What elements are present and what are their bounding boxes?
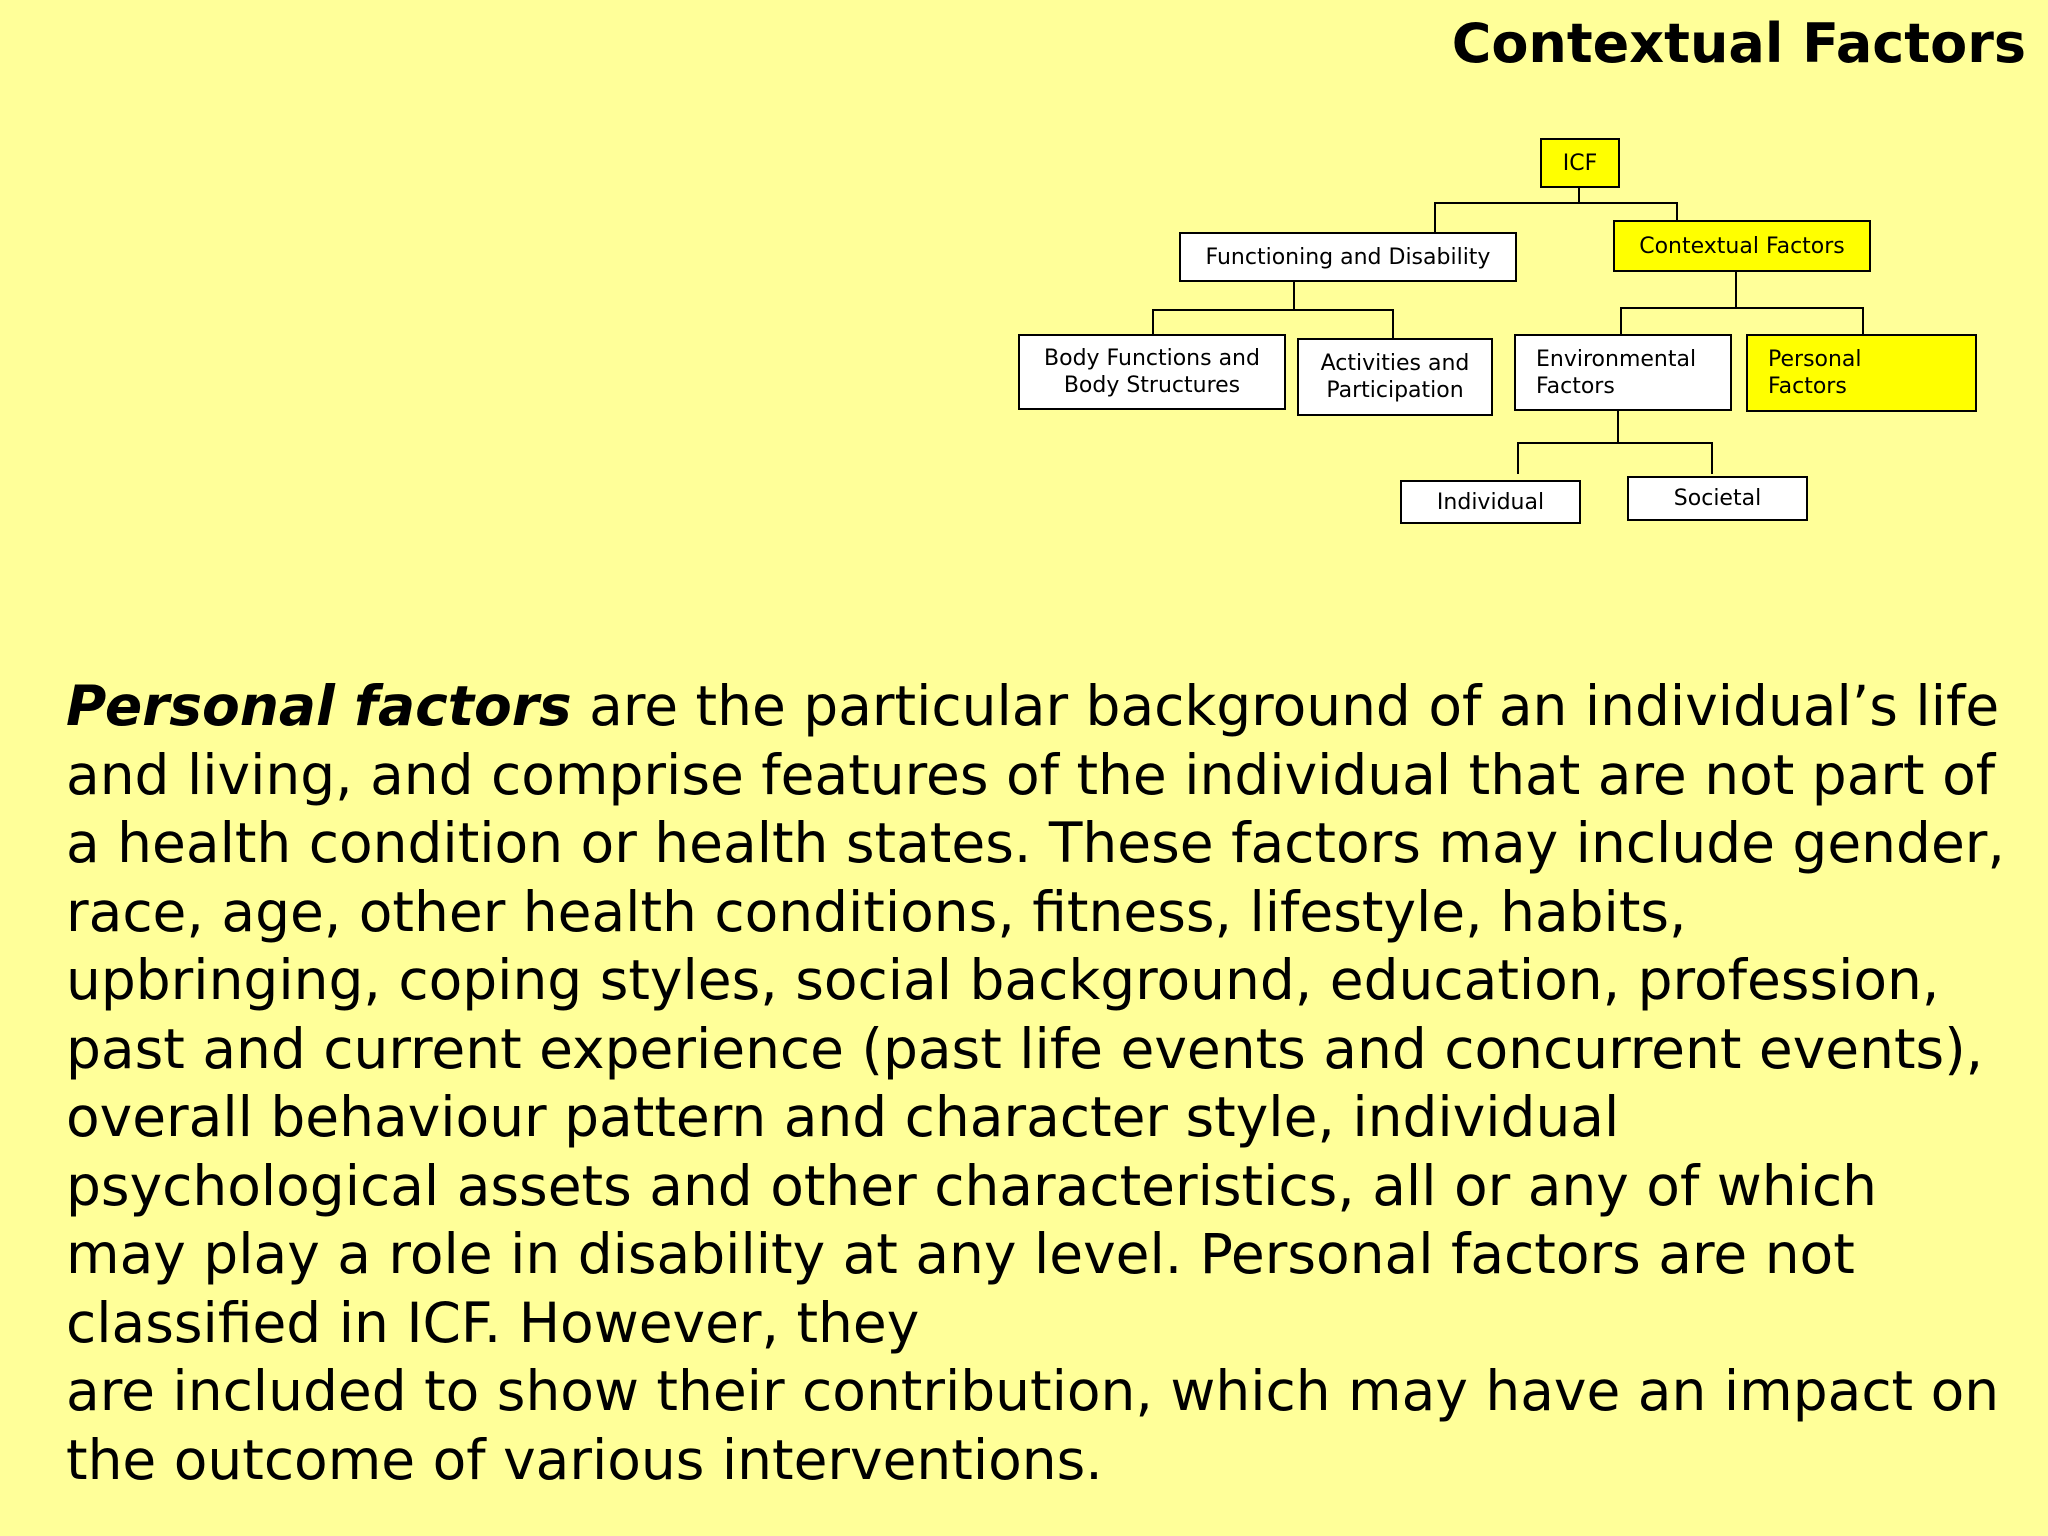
connector <box>1735 272 1737 308</box>
definition-term: Personal factors <box>66 674 572 738</box>
environmental-factors-node: Environmental Factors <box>1514 334 1732 411</box>
definition-body: are the particular background of an individual’s life and living, and comprise features of the individual that are not part of a health condition or health states. These factors may include gender, race, age, other health conditions, fitness, lifestyle, habits, upbringing, coping styles, social background, education, profession, past and current experience (past life events and concurrent events), overall behaviour pattern and character style, individual psychological assets and other characteristics, all or any of which may play a role in disability at any level. Personal factors are not classified in ICF. However, they <box>66 674 2005 1355</box>
body-functions-structures-node: Body Functions and Body Structures <box>1018 334 1286 410</box>
connector <box>1620 307 1622 335</box>
societal-node: Societal <box>1627 476 1808 521</box>
functioning-disability-node: Functioning and Disability <box>1179 232 1517 282</box>
connector <box>1676 202 1678 220</box>
connector <box>1392 309 1394 339</box>
connector <box>1617 410 1619 444</box>
activities-participation-node: Activities and Participation <box>1297 338 1493 416</box>
connector <box>1711 442 1713 474</box>
personal-factors-definition <box>66 672 2006 1494</box>
definition-continuation: are included to show their contribution, which may have an impact on the outcome of various interventions. <box>66 1359 2000 1492</box>
personal-factors-node: Personal Factors <box>1746 334 1977 412</box>
contextual-factors-node: Contextual Factors <box>1613 220 1871 272</box>
slide-title: Contextual Factors <box>1451 12 2026 75</box>
connector <box>1862 307 1864 335</box>
connector <box>1517 442 1713 444</box>
connector <box>1152 309 1154 335</box>
connector <box>1517 442 1519 474</box>
icf-hierarchy-diagram <box>0 0 2048 560</box>
connector <box>1293 282 1295 310</box>
connector <box>1620 307 1864 309</box>
connector <box>1434 202 1436 232</box>
connector <box>1152 309 1394 311</box>
individual-node: Individual <box>1400 480 1581 524</box>
icf-node: ICF <box>1540 138 1620 188</box>
connector <box>1434 202 1678 204</box>
